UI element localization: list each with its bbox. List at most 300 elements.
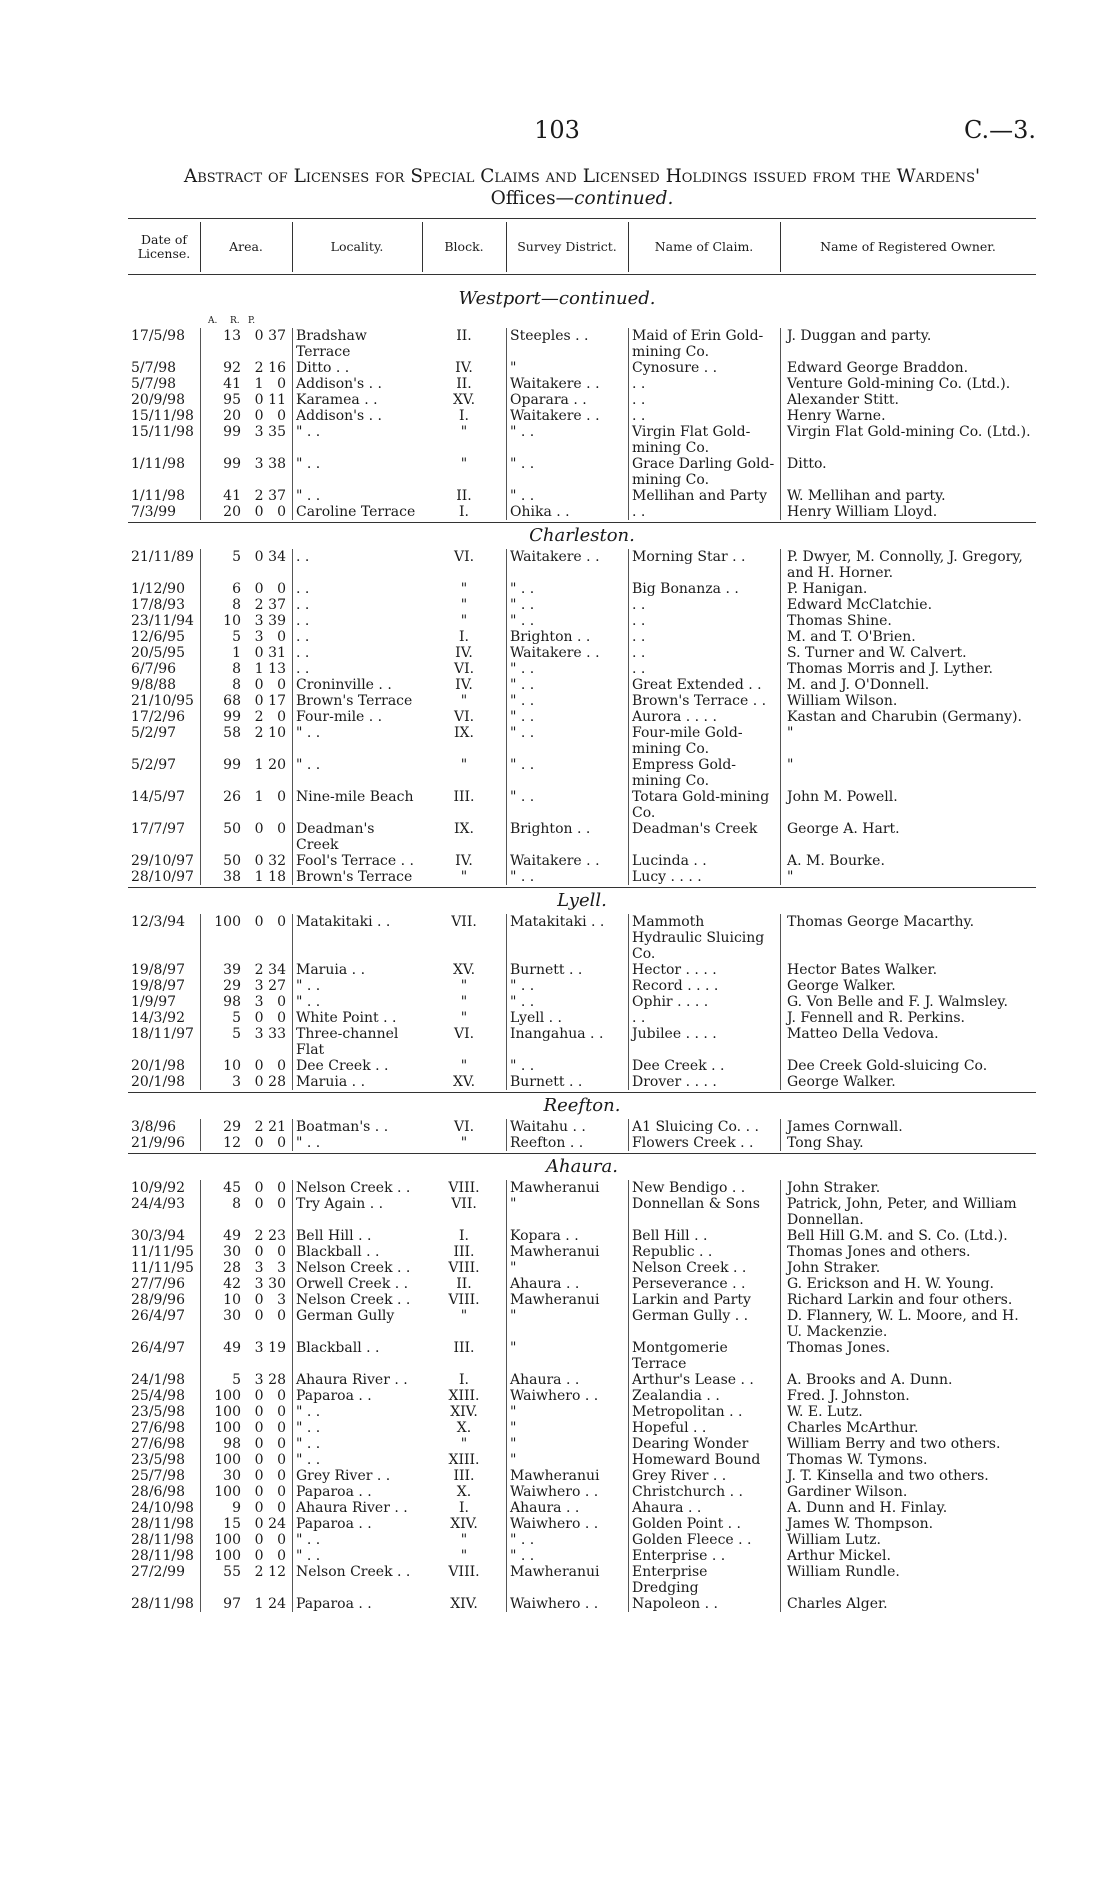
block-cell: " [460,597,468,613]
district-cell: " [506,1452,628,1468]
area-acres: 15 [223,1516,241,1532]
table-row [0,549,1114,581]
table-row [0,360,1114,376]
area-perches: 0 [277,1010,286,1026]
area-cell [200,613,292,629]
locality-cell: " . . [292,1436,422,1452]
area-acres: 9 [232,1500,241,1516]
area-perches: 0 [277,1436,286,1452]
block-cell: XV. [452,962,476,978]
area-perches: 0 [277,1244,286,1260]
locality-cell: Three-channel Flat [292,1026,422,1058]
area-cell [200,1452,292,1468]
area-acres: 99 [223,757,241,773]
area-roods: 0 [254,1058,264,1074]
owner-cell: Edward McClatchie. [780,597,1036,613]
area-acres: 100 [214,1532,241,1548]
area-cell [200,1058,292,1074]
locality-cell: . . [292,581,422,597]
claim-name-cell: . . [628,1010,780,1026]
area-cell [200,376,292,392]
area-acres: 20 [223,408,241,424]
area-roods: 3 [254,1026,264,1042]
area-perches: 28 [268,1074,286,1090]
block-cell: I. [459,629,469,645]
area-cell [200,1010,292,1026]
area-perches: 0 [277,1452,286,1468]
table-row [0,914,1114,962]
area-roods: 1 [254,1596,264,1612]
locality-cell: Paparoa . . [292,1596,422,1612]
table-row [0,1596,1114,1612]
area-roods: 0 [254,1074,264,1090]
license-date: 28/11/98 [131,1516,194,1532]
area-perches: 11 [268,392,286,408]
claim-name-cell: . . [628,597,780,613]
license-date: 6/7/96 [131,661,177,677]
district-cell: " . . [506,994,628,1010]
district-cell: " . . [506,789,628,821]
table-row [0,1196,1114,1228]
area-roods: 1 [254,757,264,773]
license-date: 21/11/89 [131,549,194,565]
district-cell: Reefton . . [506,1135,628,1151]
license-date: 28/9/96 [131,1292,185,1308]
area-roods: 3 [254,456,264,472]
area-acres: 10 [223,1292,241,1308]
block-cell: XV. [452,392,476,408]
locality-cell: Croninville . . [292,677,422,693]
area-cell [200,994,292,1010]
owner-cell: A. Dunn and H. Finlay. [780,1500,1036,1516]
claim-name-cell: Golden Fleece . . [628,1532,780,1548]
area-acres: 68 [223,693,241,709]
area-roods: 0 [254,853,264,869]
area-cell [200,978,292,994]
area-perches: 3 [277,1260,286,1276]
locality-cell: " . . [292,488,422,504]
claim-name-cell: Drover . . . . [628,1074,780,1090]
locality-cell: Grey River . . [292,1468,422,1484]
claim-name-cell: Totara Gold-mining Co. [628,789,780,821]
block-cell: II. [456,1276,472,1292]
claim-name-cell: Nelson Creek . . [628,1260,780,1276]
area-cell [200,962,292,978]
district-cell: " [506,1196,628,1228]
table-row [0,709,1114,725]
block-cell: I. [459,1372,469,1388]
area-perches: 10 [268,725,286,741]
block-cell: III. [453,1244,475,1260]
owner-cell: Edward George Braddon. [780,360,1036,376]
table-row [0,1532,1114,1548]
block-cell: " [460,757,468,773]
table-row [0,1119,1114,1135]
owner-cell: S. Turner and W. Calvert. [780,645,1036,661]
area-unit-label: A. [208,316,218,326]
area-cell [200,821,292,853]
area-roods: 0 [254,328,264,344]
table-row [0,693,1114,709]
block-cell: II. [456,488,472,504]
owner-cell: Charles Alger. [780,1596,1036,1612]
area-perches: 3 [277,1292,286,1308]
block-cell: I. [459,1228,469,1244]
owner-cell: Ditto. [780,456,1036,488]
locality-cell: Caroline Terrace [292,504,422,520]
district-cell: Oparara . . [506,392,628,408]
locality-cell: " . . [292,1404,422,1420]
license-date: 14/5/97 [131,789,185,805]
owner-cell: W. Mellihan and party. [780,488,1036,504]
block-cell: " [460,869,468,885]
area-acres: 3 [232,1074,241,1090]
area-perches: 21 [268,1119,286,1135]
license-date: 3/8/96 [131,1119,177,1135]
district-cell: " . . [506,424,628,456]
district-cell: Ahaura . . [506,1372,628,1388]
claim-name-cell: Enterprise . . [628,1548,780,1564]
locality-cell: " . . [292,725,422,757]
title-line-2-text: Offices— [490,188,575,209]
district-cell: " . . [506,725,628,757]
locality-cell: Addison's . . [292,408,422,424]
claim-name-cell: Grey River . . [628,1468,780,1484]
area-cell [200,597,292,613]
header-top-rule [128,218,1036,219]
claim-name-cell: Homeward Bound [628,1452,780,1468]
block-cell: III. [453,1468,475,1484]
block-cell: IV. [455,645,473,661]
block-cell: I. [459,408,469,424]
license-date: 15/11/98 [131,408,194,424]
owner-cell: Thomas Jones. [780,1340,1036,1372]
block-cell: VI. [453,1026,475,1042]
owner-cell: William Berry and two others. [780,1436,1036,1452]
claim-name-cell: . . [628,504,780,520]
claim-name-cell: . . [628,645,780,661]
area-perches: 0 [277,408,286,424]
district-cell: " . . [506,693,628,709]
area-perches: 20 [268,757,286,773]
area-roods: 3 [254,629,264,645]
table-row [0,488,1114,504]
district-cell: Mawheranui [506,1468,628,1484]
claim-name-cell: Donnellan & Sons [628,1196,780,1228]
claim-name-cell: Hopeful . . [628,1420,780,1436]
license-date: 14/3/92 [131,1010,185,1026]
locality-cell: Ditto . . [292,360,422,376]
area-perches: 0 [277,1135,286,1151]
claim-name-cell: Big Bonanza . . [628,581,780,597]
locality-cell: Ahaura River . . [292,1500,422,1516]
district-cell: Waitakere . . [506,549,628,581]
district-cell: Mawheranui [506,1564,628,1596]
locality-cell: Addison's . . [292,376,422,392]
license-date: 27/6/98 [131,1436,185,1452]
claim-name-cell: Zealandia . . [628,1388,780,1404]
area-perches: 17 [268,693,286,709]
area-perches: 0 [277,1404,286,1420]
area-acres: 30 [223,1468,241,1484]
area-roods: 2 [254,488,264,504]
page-number: 103 [534,116,580,144]
claim-name-cell: Arthur's Lease . . [628,1372,780,1388]
area-cell [200,1292,292,1308]
license-date: 21/9/96 [131,1135,185,1151]
license-date: 10/9/92 [131,1180,185,1196]
area-acres: 8 [232,597,241,613]
block-cell: IX. [454,821,474,837]
area-acres: 100 [214,1484,241,1500]
area-acres: 10 [223,1058,241,1074]
block-cell: VIII. [448,1180,480,1196]
area-roods: 3 [254,1260,264,1276]
area-acres: 100 [214,1452,241,1468]
area-perches: 0 [277,1308,286,1324]
area-perches: 33 [268,1026,286,1042]
district-cell: " [506,1340,628,1372]
area-acres: 5 [232,1372,241,1388]
area-roods: 0 [254,1010,264,1026]
license-date: 15/11/98 [131,424,194,440]
area-perches: 32 [268,853,286,869]
license-date: 29/10/97 [131,853,194,869]
table-row [0,1468,1114,1484]
area-acres: 41 [223,376,241,392]
block-cell: II. [456,376,472,392]
area-roods: 3 [254,613,264,629]
area-perches: 0 [277,1468,286,1484]
area-roods: 0 [254,1468,264,1484]
block-cell: " [460,581,468,597]
area-perches: 35 [268,424,286,440]
area-perches: 0 [277,1196,286,1212]
claim-name-cell: . . [628,376,780,392]
license-date: 27/7/96 [131,1276,185,1292]
section-heading: Reefton. [128,1092,1036,1119]
block-cell: XV. [452,1074,476,1090]
license-date: 9/8/88 [131,677,177,693]
locality-cell: Nelson Creek . . [292,1564,422,1596]
license-date: 26/4/97 [131,1340,185,1356]
area-perches: 0 [277,1532,286,1548]
area-roods: 0 [254,1516,264,1532]
block-cell: XIV. [450,1596,478,1612]
license-date: 20/5/95 [131,645,185,661]
area-perches: 0 [277,629,286,645]
area-cell [200,456,292,488]
claim-name-cell: Record . . . . [628,978,780,994]
area-perches: 0 [277,789,286,805]
block-cell: VII. [451,914,477,930]
area-acres: 30 [223,1244,241,1260]
locality-cell: . . [292,613,422,629]
district-cell: " . . [506,1548,628,1564]
owner-cell: George Walker. [780,1074,1036,1090]
area-cell [200,424,292,456]
area-perches: 28 [268,1372,286,1388]
area-cell [200,1180,292,1196]
district-cell: " . . [506,488,628,504]
claim-name-cell: Dearing Wonder [628,1436,780,1452]
table-row [0,1074,1114,1090]
area-cell [200,1436,292,1452]
area-roods: 0 [254,549,264,565]
area-acres: 97 [223,1596,241,1612]
claim-name-cell: New Bendigo . . [628,1180,780,1196]
owner-cell: William Lutz. [780,1532,1036,1548]
area-acres: 100 [214,1420,241,1436]
block-cell: XIII. [448,1452,480,1468]
area-perches: 0 [277,1180,286,1196]
area-cell [200,1340,292,1372]
district-cell: " . . [506,757,628,789]
claim-name-cell: . . [628,408,780,424]
area-perches: 38 [268,456,286,472]
area-cell [200,869,292,885]
district-cell: Matakitaki . . [506,914,628,962]
locality-cell: Boatman's . . [292,1119,422,1135]
table-row [0,757,1114,789]
locality-cell: " . . [292,757,422,789]
area-cell [200,1196,292,1228]
area-roods: 1 [254,661,264,677]
area-acres: 5 [232,1026,241,1042]
area-roods: 0 [254,1135,264,1151]
area-cell [200,1468,292,1484]
table-row [0,1026,1114,1058]
header-bottom-rule [128,274,1036,275]
locality-cell: Karamea . . [292,392,422,408]
owner-cell: Thomas Jones and others. [780,1244,1036,1260]
table-row [0,853,1114,869]
area-perches: 0 [277,914,286,930]
district-cell: " [506,1420,628,1436]
area-roods: 2 [254,597,264,613]
area-roods: 3 [254,994,264,1010]
header-date: Date of License. [137,232,191,261]
license-date: 18/11/97 [131,1026,194,1042]
claim-name-cell: Empress Gold-mining Co. [628,757,780,789]
locality-cell: Nelson Creek . . [292,1292,422,1308]
area-perches: 23 [268,1228,286,1244]
area-acres: 8 [232,661,241,677]
area-cell [200,1548,292,1564]
locality-cell: Deadman's Creek [292,821,422,853]
district-cell: Waitahu . . [506,1119,628,1135]
table-row [0,962,1114,978]
area-acres: 100 [214,1388,241,1404]
license-date: 28/6/98 [131,1484,185,1500]
locality-cell: Matakitaki . . [292,914,422,962]
block-cell: II. [456,328,472,344]
area-perches: 39 [268,613,286,629]
license-date: 28/10/97 [131,869,194,885]
owner-cell: John M. Powell. [780,789,1036,821]
table-row [0,1564,1114,1596]
table-row [0,1244,1114,1260]
area-cell [200,693,292,709]
license-date: 19/8/97 [131,962,185,978]
table-row [0,1388,1114,1404]
area-roods: 0 [254,1500,264,1516]
district-cell: Waitakere . . [506,376,628,392]
district-cell: " . . [506,613,628,629]
claim-name-cell: Christchurch . . [628,1484,780,1500]
claim-name-cell: Deadman's Creek [628,821,780,853]
table-row [0,613,1114,629]
block-cell: " [460,424,468,440]
area-perches: 0 [277,1388,286,1404]
owner-cell: G. Erickson and H. W. Young. [780,1276,1036,1292]
block-cell: X. [456,1420,472,1436]
district-cell: Lyell . . [506,1010,628,1026]
district-cell: " [506,1404,628,1420]
license-date: 17/2/96 [131,709,185,725]
district-cell: " . . [506,677,628,693]
claim-name-cell: Ahaura . . [628,1500,780,1516]
district-cell: " [506,1308,628,1340]
locality-cell: " . . [292,978,422,994]
table-row [0,677,1114,693]
table-row [0,994,1114,1010]
area-roods: 0 [254,1532,264,1548]
owner-cell: P. Dwyer, M. Connolly, J. Gregory, and H. Horner. [780,549,1036,581]
block-cell: VI. [453,1119,475,1135]
area-acres: 5 [232,1010,241,1026]
owner-cell: Richard Larkin and four others. [780,1292,1036,1308]
area-roods: 0 [254,1404,264,1420]
claim-name-cell: Cynosure . . [628,360,780,376]
area-roods: 0 [254,1180,264,1196]
locality-cell: " . . [292,1548,422,1564]
owner-cell: W. E. Lutz. [780,1404,1036,1420]
area-acres: 50 [223,821,241,837]
license-date: 27/2/99 [131,1564,185,1580]
table-row [0,1548,1114,1564]
owner-cell: Patrick, John, Peter, and William Donnellan. [780,1196,1036,1228]
area-cell [200,1500,292,1516]
area-cell [200,629,292,645]
table-row [0,1420,1114,1436]
table-row [0,1260,1114,1276]
section-heading: Lyell. [128,887,1036,914]
table-row [0,597,1114,613]
owner-cell: Thomas Morris and J. Lyther. [780,661,1036,677]
district-cell: " . . [506,597,628,613]
locality-cell: " . . [292,1135,422,1151]
owner-cell: J. Duggan and party. [780,328,1036,360]
owner-cell: P. Hanigan. [780,581,1036,597]
locality-cell: . . [292,629,422,645]
owner-cell: A. Brooks and A. Dunn. [780,1372,1036,1388]
area-roods: 0 [254,1196,264,1212]
district-cell: " . . [506,709,628,725]
title-line-2-continued: continued. [574,188,674,209]
locality-cell: Maruia . . [292,962,422,978]
license-date: 30/3/94 [131,1228,185,1244]
owner-cell: G. Von Belle and F. J. Walmsley. [780,994,1036,1010]
owner-cell: J. T. Kinsella and two others. [780,1468,1036,1484]
claim-name-cell: . . [628,661,780,677]
district-cell: Waiwhero . . [506,1388,628,1404]
owner-cell: William Wilson. [780,693,1036,709]
license-date: 28/11/98 [131,1532,194,1548]
area-perches: 0 [277,1058,286,1074]
area-acres: 12 [223,1135,241,1151]
claim-name-cell: Maid of Erin Gold-mining Co. [628,328,780,360]
